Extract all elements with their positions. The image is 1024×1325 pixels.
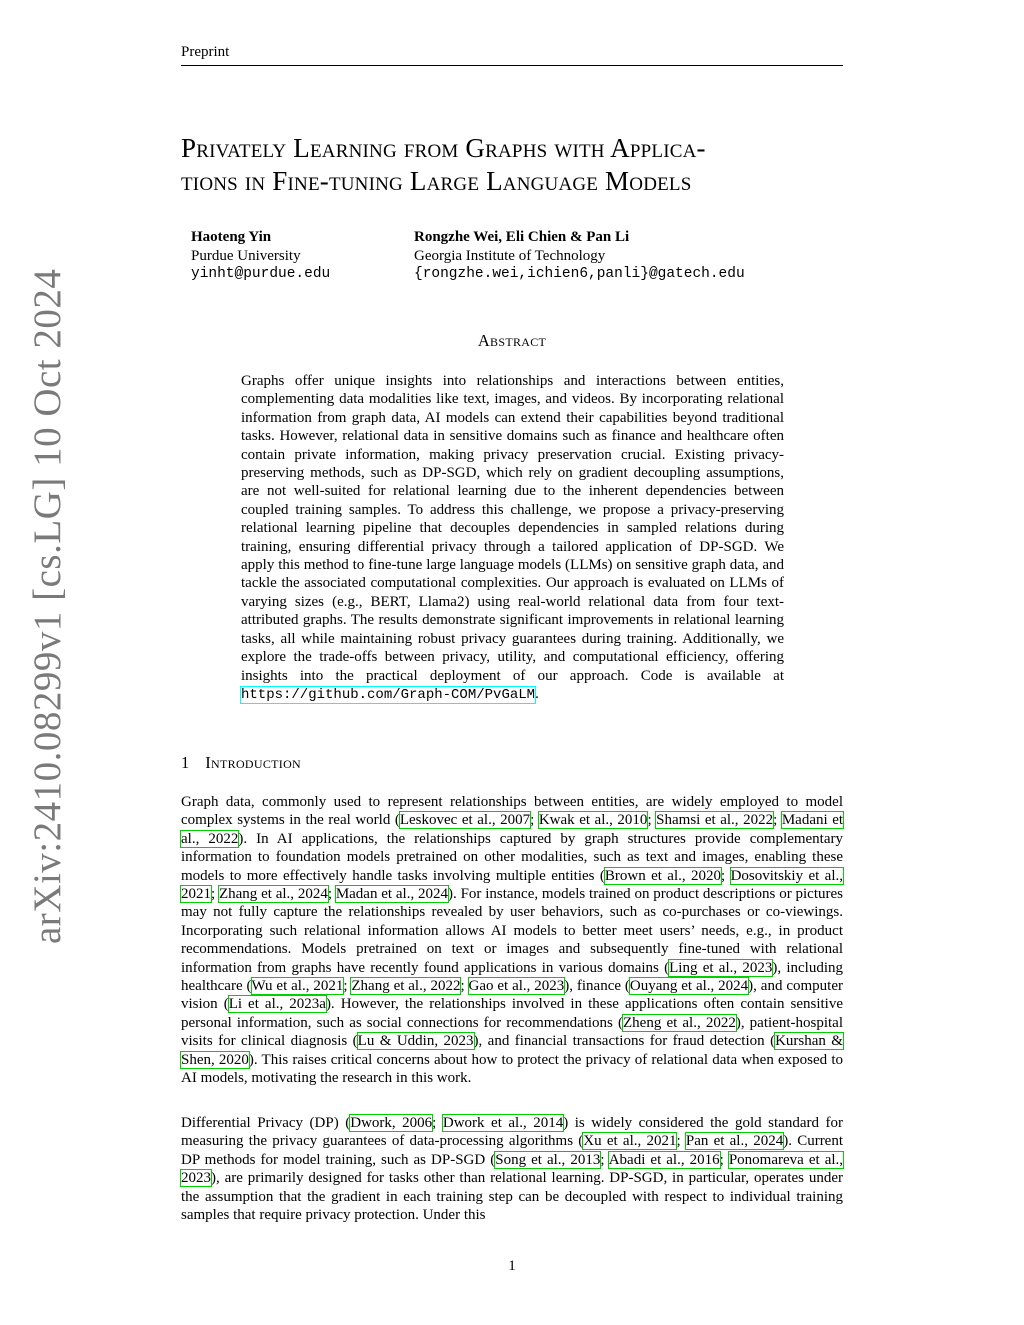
citation-link[interactable]: Leskovec et al., 2007 [399, 812, 531, 829]
citation-link[interactable]: Shamsi et al., 2022 [656, 812, 774, 829]
citation-link[interactable]: Dosovitskiy et al., 2021 [181, 867, 843, 903]
section-title: Introduction [205, 753, 302, 772]
citation-link[interactable]: Kurshan & Shen, 2020 [181, 1033, 843, 1068]
citation-link[interactable]: Xu et al., 2021 [583, 1133, 677, 1150]
title-line-1: Privately Learning from Graphs with Applica- [181, 133, 706, 163]
text-run: ), including healthcare ( [181, 959, 844, 995]
text-run: ; [530, 812, 539, 829]
citation-link[interactable]: Gao et al., 2023 [468, 978, 565, 995]
citation-link[interactable]: Pan et al., 2024 [685, 1133, 784, 1150]
citation-link[interactable]: Dwork, 2006 [350, 1115, 433, 1131]
abstract-text: Graphs offer unique insights into relationships and interactions between entities, complementing data modalities like text, images, and videos. By incorporating relational information from graph data, AI models can extend their capabilities beyond traditional tasks. However, relational data in sensitive domains such as finance and healthcare often contain private information, making privacy preservation crucial. Existing privacy-preserving methods, such as DP-SGD, which rely on gradient decoupling assumptions, are not well-suited for relational learning due to the inherent dependencies between coupled training samples. To address this challenge, we propose a privacy-preserving relational learning pipeline that decouples dependencies in sampled relations during training, ensuring differential privacy through a tailored application of DP-SGD. We apply this method to fine-tune large language models (LLMs) on sensitive graph data, and tackle the associated computational complexities. Our approach is evaluated on LLMs of varying sizes (e.g., BERT, Llama2) using real-world relational data from four text-attributed graphs. The results demonstrate significant improvements in relational learning tasks, all while maintaining robust privacy guarantees during training. Additionally, we explore the trade-offs between privacy, utility, and computational efficiency, offering insights into the practical deployment of our approach. Code is available at [241, 373, 784, 684]
text-run: ; [721, 867, 731, 884]
text-run: ; [432, 1115, 443, 1131]
citation-link[interactable]: Zheng et al., 2022 [623, 1014, 736, 1031]
text-run: ; [327, 886, 336, 903]
text-run: ) is widely considered the gold standard for measuring the privacy guarantees of data-processing algorithms ( [181, 1115, 843, 1150]
author-email: yinht@purdue.edu [191, 266, 331, 282]
code-link[interactable]: https://github.com/Graph-COM/PvGaLM [241, 686, 536, 703]
intro-paragraph-1 [181, 793, 843, 1088]
citation-link[interactable]: Ponomareva et al., 2023 [181, 1151, 844, 1187]
citation-link[interactable]: Lu & Uddin, 2023 [357, 1033, 474, 1050]
text-run: Graph data, commonly used to represent relationships between entities, are widely employed to model complex systems in the real world ( [181, 794, 843, 829]
text-run: Differential Privacy (DP) ( [181, 1115, 351, 1131]
citation-link[interactable]: Dwork et al., 2014 [442, 1115, 564, 1131]
text-run: ). This raises critical concerns about how to protect the privacy of relational data when exposed to AI models, motivating the research in this work. [181, 1051, 843, 1087]
author-block-1 [191, 228, 330, 284]
text-run: ; [719, 1151, 729, 1168]
text-run: ; [773, 812, 782, 829]
author-block-2 [414, 228, 745, 284]
text-run: ; [211, 886, 219, 903]
text-run: ), patient-hospital visits for clinical diagnosis ( [181, 1014, 843, 1050]
section-number: 1 [181, 753, 190, 772]
citation-link[interactable]: Zhang et al., 2024 [218, 886, 328, 903]
text-run: ; [343, 978, 352, 995]
citation-link[interactable]: Kwak et al., 2010 [538, 812, 648, 829]
page-number: 1 [508, 1258, 516, 1274]
citation-link[interactable]: Zhang et al., 2022 [351, 978, 461, 995]
author-name: Haoteng Yin [191, 229, 272, 245]
citation-link[interactable]: Song et al., 2013 [495, 1151, 601, 1168]
header-rule [181, 65, 843, 66]
intro-paragraph-2 [181, 1114, 843, 1224]
arxiv-identifier: arXiv:2410.08299v1 [cs.LG] 10 Oct 2024 [26, 268, 69, 944]
text-run: ). In AI applications, the relationships captured by graph structures provide complementary information to foundation models pretrained on other modalities, such as text and images, enabling these models to more effectively handle tasks involving multiple entities ( [181, 830, 843, 884]
abstract-heading: Abstract [477, 331, 547, 350]
citation-link[interactable]: Madan et al., 2024 [335, 886, 449, 903]
author-affiliation: Purdue University [191, 247, 301, 264]
author-name: Rongzhe Wei, Eli Chien & Pan Li [414, 229, 630, 245]
citation-link[interactable]: Li et al., 2023a [228, 996, 326, 1013]
citation-link[interactable]: Brown et al., 2020 [604, 867, 722, 884]
text-run: ), and computer vision ( [181, 978, 843, 1013]
abstract-end: . [535, 685, 539, 702]
citation-link[interactable]: Ling et al., 2023 [669, 959, 773, 976]
text-run: ), and financial transactions for fraud detection ( [473, 1033, 776, 1050]
abstract-body [241, 372, 784, 704]
text-run: ; [647, 812, 657, 829]
text-run: ). However, the relationships involved in these applications often contain sensitive personal information, such as social connections for recommendations ( [181, 996, 844, 1031]
author-email: {rongzhe.wei,ichien6,panli}@gatech.edu [414, 266, 745, 282]
text-run: ; [600, 1151, 609, 1168]
citation-link[interactable]: Ouyang et al., 2024 [629, 978, 749, 995]
title-line-2: tions in Fine-tuning Large Language Models [181, 166, 692, 196]
citation-link[interactable]: Abadi et al., 2016 [608, 1151, 720, 1168]
citation-link[interactable]: Wu et al., 2021 [251, 978, 344, 995]
text-run: ; [676, 1133, 686, 1150]
text-run: ; [460, 978, 469, 995]
text-run: ). Current DP methods for model training, such as DP-SGD ( [181, 1133, 844, 1168]
paper-title [181, 132, 861, 198]
citation-link[interactable]: Madani et al., 2022 [181, 812, 844, 847]
running-header: Preprint [181, 44, 230, 60]
text-run: ), finance ( [564, 978, 630, 995]
section-heading [181, 753, 301, 773]
text-run: ). For instance, models trained on product descriptions or pictures may not fully capture the relationships revealed by user behaviors, such as co-purchases or co-viewings. Incorporating such relational information allows AI models to better meet users’ needs, e.g., in product recommendations. Models pretrained on text or images and subsequently fine-tuned with relational information from graphs have recently found applications in various domains ( [181, 886, 843, 976]
text-run: ), are primarily designed for tasks other than relational learning. DP-SGD, in particular, operates under the assumption that the gradient in each training step can be decoupled with respect to individual training samples that require privacy protection. Under this [181, 1170, 843, 1224]
author-affiliation: Georgia Institute of Technology [414, 247, 606, 264]
